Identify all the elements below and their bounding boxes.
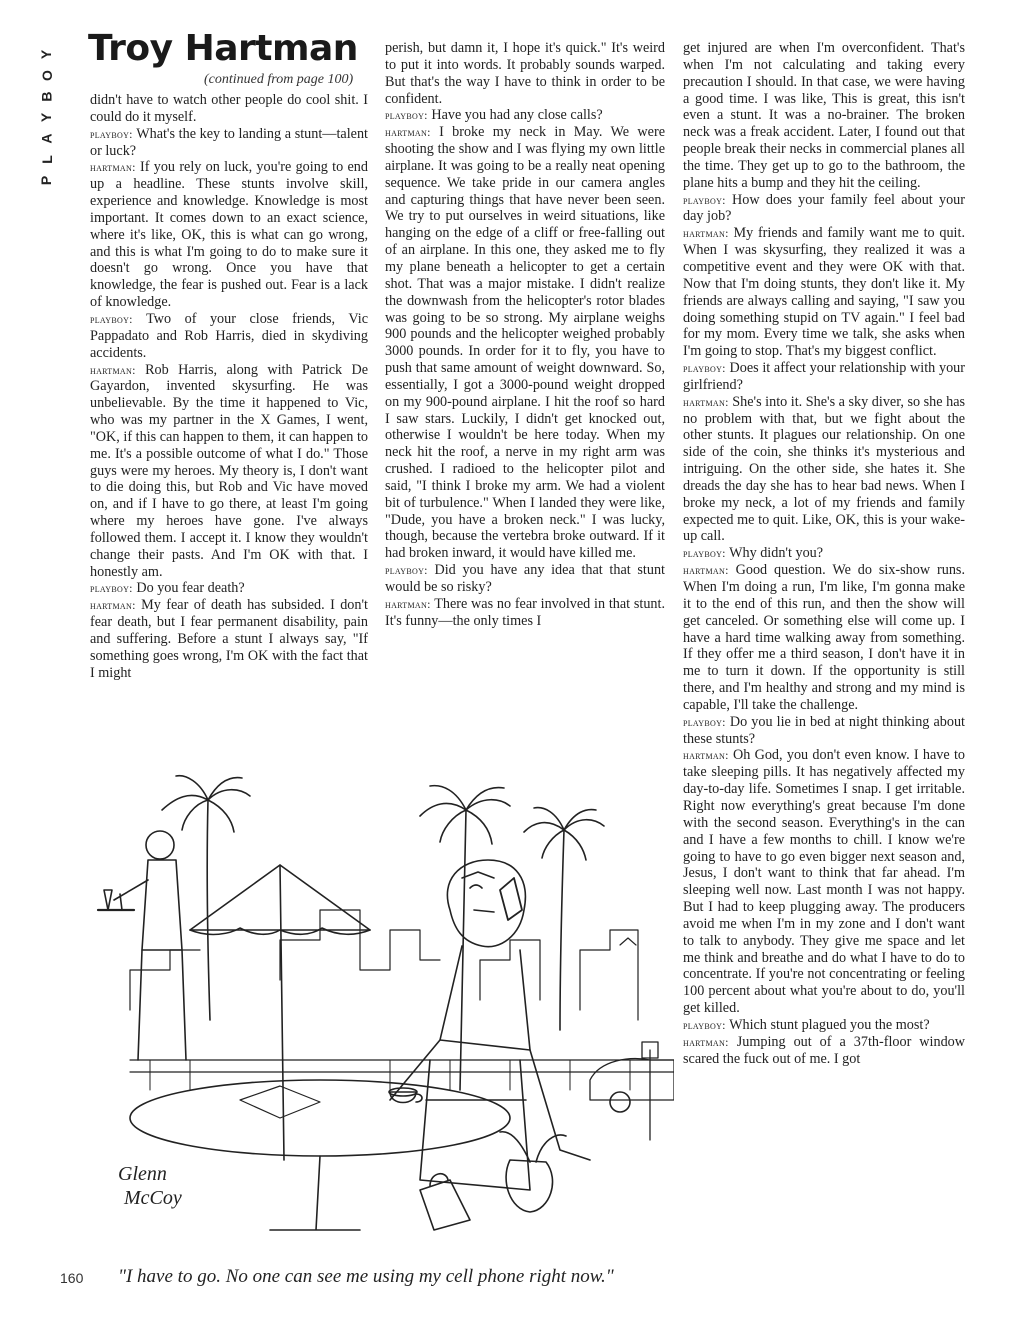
question-text: What's the key to landing a stunt—talent or luck? xyxy=(90,125,368,159)
speaker-hartman: hartman: xyxy=(683,748,729,763)
text-column-1 xyxy=(90,92,368,682)
answer xyxy=(683,1034,965,1068)
answer-text: Jumping out of a 37th-floor window scared the fuck out of me. I got xyxy=(683,1033,966,1067)
answer-text: Good question. We do six-show runs. When I'm doing a run, I'm like, I'm gonna make it to the end of this run, and then the show will get canceled. Or something else will come up. I have a hard time walking away from something. If they offer me a third season, I don't have it in me to turn it down. If the opportunity is still there, and I'm healthy and strong and my mind is capable, I'll take the challenge. xyxy=(683,562,965,713)
logo-letter: Y xyxy=(38,112,55,123)
speaker-hartman: hartman: xyxy=(385,125,431,140)
speaker-hartman: hartman: xyxy=(683,226,729,241)
answer xyxy=(683,394,965,546)
answer-text: Oh God, you don't even know. I have to take sleeping pills. It has negatively affected my day-to-day life. Sometimes I snap. I get irritable. Right now everything's great because I'm done with the second season. Everything's in the can and I have a few months to chill. I know we're going to have to go even bigger next season and, Jesus, I don't want to think that far ahead. I'm sleeping well now. Last month I was not happy. But I had to keep plugging away. The producers avoid me when I'm in my zone and I don't want to talk to anybody. They give me space and let me think and breathe and do what I have to do to concentrate. If you're not concentrating or feeling 100 percent about what you're about to do, you'll get killed. xyxy=(683,747,966,1017)
question-text: Does it affect your relationship with your girlfriend? xyxy=(683,360,965,393)
shopping-bag-icon xyxy=(420,1174,470,1230)
answer-text: She's into it. She's a sky diver, so she has no problem with that, but we fight about the other stunts. It plagues our relationship. On one side of the coin, she thinks it's mysterious and intriguing. On the other side, she hates it. She dreads the day she has to hear bad news. When I broke my neck, a lot of my friends and family expected me to quit. Like, OK, this is your wake-up call. xyxy=(683,393,966,545)
artist-signature: Glenn xyxy=(118,1163,167,1185)
logo-letter: P xyxy=(38,175,55,186)
continued-note: (continued from page 100) xyxy=(204,72,354,87)
question-text: Did you have any idea that that stunt would be so risky? xyxy=(385,562,665,595)
paragraph: perish, but damn it, I hope it's quick." It's weird to put it into words. It probably sounds warped. But that's the way I have to think in order to be confident. xyxy=(385,40,665,107)
speaker-hartman: hartman: xyxy=(90,362,136,377)
speaker-playboy: playboy: xyxy=(683,1017,726,1032)
speaker-playboy: playboy: xyxy=(385,563,428,578)
speaker-playboy: playboy: xyxy=(683,192,726,207)
palm-tree-icon xyxy=(524,808,604,1030)
article-title: Troy Hartman xyxy=(88,28,358,69)
speaker-hartman: hartman: xyxy=(90,160,136,175)
paragraph: get injured are when I'm overconfident. That's when I'm not calculating and taking every precaution I should. In that case, we were having a good time. I was like, This is great, this isn't even a stunt. It was a no-brainer. The broken neck was a freak accident. Later, I found out that people break their necks in commercial planes all the time. They get up to go to the bathroom, the plane hits a bump and they hit the ceiling. xyxy=(683,40,965,191)
cartoon-caption: "I have to go. No one can see me using my cell phone right now." xyxy=(118,1266,614,1287)
speaker-hartman: hartman: xyxy=(385,596,431,611)
question xyxy=(90,311,368,362)
answer-text: My friends and family want me to quit. When I was skysurfing, they realized it was a competitive event and they were OK with that. Now that I'm doing stunts, they don't like it. My friends are always calling and saying, "I saw you doing something stupid on TV again." I feel bad for my mom. Every time we talk, she asks when I'm going to stop. That's my biggest conflict. xyxy=(683,225,965,360)
speaker-playboy: playboy: xyxy=(90,126,133,141)
question xyxy=(683,192,965,226)
question-text: Have you had any close calls? xyxy=(431,107,603,124)
speaker-playboy: playboy: xyxy=(683,546,726,561)
speaker-playboy: playboy: xyxy=(683,714,726,729)
magazine-spine-logo xyxy=(32,44,62,191)
question xyxy=(90,580,368,597)
speaker-hartman: hartman: xyxy=(683,394,729,409)
text-column-2 xyxy=(385,40,665,630)
cafe-chair xyxy=(420,1060,530,1190)
question-text: Which stunt plagued you the most? xyxy=(729,1016,930,1033)
waiter-figure xyxy=(98,831,186,1060)
answer xyxy=(90,159,368,311)
palm-tree-icon xyxy=(162,776,250,1020)
answer-text: Rob Harris, along with Patrick De Gayardon, invented skysurfing. He was unbelievable. By the time it happened to Vic, who was my partner in the X Games, I went, "OK, if this can happen to them, it can happen to me. It's a possible outcome of what I do." Those guys were my heroes. My theory is, I don't want to die doing this, but Rob and Vic have moved on, and if I have to go there, at least I'm going where my heroes have gone. I've always followed them. I accept it. I know they wouldn't change their pasts. And I'm OK with that. I honestly am. xyxy=(90,361,369,580)
speaker-hartman: hartman: xyxy=(90,598,136,613)
answer-text: I broke my neck in May. We were shooting the show and I was flying my own little airplane. It was going to be a really neat opening sequence. We take pride in our camera angles and capturing things that have never been seen. We try to put ourselves in weird situations, like hanging on the edge of a cliff or free-falling out of an airplane. In this one, they asked me to fly my plane beneath a helicopter to get a certain shot. That was a major mistake. I didn't realize the downwash from the helicopter's rotor blades was going to be so strong. My airplane weighs 900 pounds and the helicopter weighed probably 3000 pounds. In order for it to fly, you have to push that same amount of weight downward. So, essentially, I got a 3000-pound weight dropped on my 900-pound airplane. I hit the roof so hard I saw stars. Luckily, I didn't get knocked out, otherwise I wouldn't be here today. When my neck hit the roof, a nerve in my right arm was crushed. I radioed to the helicopter pilot and said, "I think I broke my arm. We had a violent bit of turbulence." When I landed they were like, "Dude, you have a broken neck." I was lucky, though, because the vertebra broke outward. If it had broken inward, it would have killed me. xyxy=(385,124,666,562)
cafe-table xyxy=(130,1080,510,1156)
question xyxy=(385,107,665,124)
answer xyxy=(683,747,965,1017)
logo-letter: B xyxy=(38,91,55,102)
logo-letter: O xyxy=(38,70,55,81)
answer-text: If you rely on luck, you're going to end up a headline. These stunts involve skill, experience and knowledge. Knowledge is most important. It comes down to an exact science, where it's like, OK, this is what can go wrong, and this is what I'm going to do to make sure it doesn't go wrong. Once you have that knowledge, the fear is pushed out. Fear is a lack of knowledge. xyxy=(90,159,368,311)
speaker-playboy: playboy: xyxy=(385,108,428,123)
question xyxy=(683,360,965,394)
question-text: How does your family feel about your day job? xyxy=(683,191,966,225)
question xyxy=(90,126,368,160)
answer xyxy=(683,562,965,714)
speaker-playboy: playboy: xyxy=(683,361,726,376)
answer xyxy=(90,362,368,581)
question-text: Do you lie in bed at night thinking about these stunts? xyxy=(683,713,965,747)
answer-text: My fear of death has subsided. I don't fear death, but I fear permanent disability, pain and suffering. Before a stunt I always say, "If something goes wrong, I'm OK with the fact that I might xyxy=(90,597,368,681)
question xyxy=(683,545,965,562)
question xyxy=(683,714,965,748)
question-text: Two of your close friends, Vic Pappadato and Rob Harris, died in skydiving accidents. xyxy=(90,310,369,361)
question xyxy=(385,562,665,596)
cartoon-illustration xyxy=(90,760,674,1240)
answer-text: There was no fear involved in that stunt. It's funny—the only times I xyxy=(385,595,665,629)
answer xyxy=(385,596,665,630)
paragraph: didn't have to watch other people do cool shit. I could do it myself. xyxy=(90,92,368,125)
question xyxy=(683,1017,965,1034)
speaker-playboy: playboy: xyxy=(90,581,133,596)
speaker-hartman: hartman: xyxy=(683,1034,729,1049)
logo-letter: A xyxy=(38,133,55,144)
question-text: Do you fear death? xyxy=(136,580,245,597)
speaker-hartman: hartman: xyxy=(683,563,729,578)
answer xyxy=(385,124,665,562)
logo-letter: L xyxy=(38,155,55,164)
answer xyxy=(90,597,368,681)
artist-signature: McCoy xyxy=(124,1187,182,1209)
logo-letter: Y xyxy=(38,49,55,60)
speaker-playboy: playboy: xyxy=(90,311,133,326)
answer xyxy=(683,225,965,360)
page-number: 160 xyxy=(60,1270,84,1286)
question-text: Why didn't you? xyxy=(729,545,824,562)
text-column-3 xyxy=(683,40,965,1067)
